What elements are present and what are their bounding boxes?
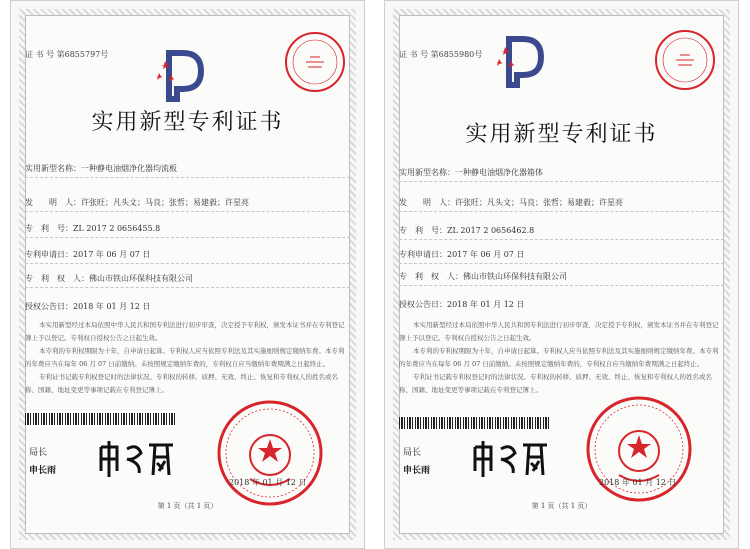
patent-number-label: 专 利 号： [399, 226, 447, 235]
utility-name-value: 一种静电油烟净化器箱体 [455, 168, 543, 177]
body-paragraph: 专利证书记载专利权登记时的法律状况。专利权的转移、质押、无效、终止、恢复和专利权人的姓名或名称、国籍、地址变更等事项记载在专利登记簿上。 [399, 373, 712, 394]
patent-number-value: ZL 2017 2 0656455.8 [73, 224, 161, 233]
grant-date-label: 授权公告日： [399, 300, 447, 309]
body-paragraph: 专利证书记载专利权登记时的法律状况。专利权的转移、质押、无效、终止、恢复和专利权人的姓名或名称、国籍、地址变更等事项记载在专利登记簿上。 [25, 373, 338, 394]
filing-date-value: 2017 年 06 月 07 日 [447, 250, 525, 259]
body-paragraph: 本实用新型经过本局依照中华人民共和国专利法进行初步审查，决定授予专利权，颁发本证书并在专利登记簿上予以登记。专利权自授权公告之日起生效。 [399, 321, 719, 342]
divider [399, 285, 724, 286]
utility-name-row [399, 167, 543, 178]
sipo-logo-icon [491, 29, 551, 89]
body-paragraph: 本实用新型经过本局依照中华人民共和国专利法进行初步审查，决定授予专利权，颁发本证书并在专利登记簿上予以登记。专利权自授权公告之日起生效。 [25, 321, 345, 342]
agency-stamp-icon [284, 31, 346, 93]
page-footer: 第 1 页（共 1 页） [531, 502, 592, 510]
certificate-body-text [399, 319, 724, 397]
owner-label: 专 利 权 人： [399, 272, 463, 281]
filing-date-label: 专利申请日： [25, 250, 73, 259]
director-title: 局长 [403, 448, 422, 458]
owner-row [399, 271, 567, 282]
divider [25, 177, 350, 178]
owner-value: 佛山市铁山环保科技有限公司 [463, 272, 567, 281]
inventor-label: 发 明 人： [25, 198, 81, 207]
owner-value: 佛山市铁山环保科技有限公司 [89, 274, 193, 283]
inventor-row [25, 197, 249, 208]
seal-date: 2018 年 01 月 12 日 [599, 478, 677, 487]
divider [25, 263, 350, 264]
inventor-row [399, 197, 623, 208]
seal-date: 2018 年 01 月 12 日 [229, 478, 307, 487]
barcode [399, 417, 549, 429]
owner-label: 专 利 权 人： [25, 274, 89, 283]
divider [25, 211, 350, 212]
patent-certificate-1 [10, 0, 365, 549]
inventor-label: 发 明 人： [399, 198, 455, 207]
page-footer: 第 1 页（共 1 页） [157, 502, 218, 510]
barcode [25, 413, 175, 425]
divider [399, 263, 724, 264]
filing-date-row [399, 249, 524, 260]
divider [25, 287, 350, 288]
grant-date-value: 2018 年 01 月 12 日 [73, 302, 151, 311]
utility-name-label: 实用新型名称： [399, 168, 455, 177]
signature-icon [97, 439, 177, 479]
inventor-value: 许张旺；凡头文；马良；张哲；易建毅；许星亮 [455, 198, 623, 207]
certificate-body-text [25, 319, 350, 397]
filing-date-value: 2017 年 06 月 07 日 [73, 250, 151, 259]
grant-date-row [399, 299, 524, 310]
certificate-title: 实用新型专利证书 [465, 122, 658, 147]
owner-row [25, 273, 193, 284]
certificate-number: 证 书 号 第6855797号 [25, 50, 109, 59]
sipo-logo-icon [151, 43, 211, 103]
utility-name-label: 实用新型名称： [25, 164, 81, 173]
director-name: 申长雨 [29, 466, 57, 476]
signature-icon [471, 439, 551, 479]
utility-name-row [25, 163, 177, 174]
patent-number-value: ZL 2017 2 0656462.8 [447, 226, 535, 235]
divider [25, 237, 350, 238]
patent-certificate-2 [384, 0, 739, 549]
patent-number-row [399, 225, 534, 236]
inventor-value: 许张旺；凡头文；马良；张哲；易建毅；许星亮 [81, 198, 249, 207]
divider [399, 239, 724, 240]
agency-stamp-icon [654, 29, 716, 91]
grant-date-label: 授权公告日： [25, 302, 73, 311]
grant-date-row [25, 301, 150, 312]
grant-date-value: 2018 年 01 月 12 日 [447, 300, 525, 309]
utility-name-value: 一种静电油烟净化器均流板 [81, 164, 177, 173]
certificate-title: 实用新型专利证书 [91, 110, 284, 135]
certificate-number: 证 书 号 第6855980号 [399, 50, 483, 59]
director-name: 申长雨 [403, 466, 431, 476]
director-title: 局长 [29, 448, 48, 458]
filing-date-row [25, 249, 150, 260]
patent-number-label: 专 利 号： [25, 224, 73, 233]
body-paragraph: 本专利的专利权期限为十年，自申请日起算。专利权人应当依照专利法及其实施细则规定缴纳年费。本专利的年费应当在每年 06 月 07 日前缴纳。未按照规定缴纳年费的，专利权自应当缴纳年费期满之日起终止。 [25, 347, 345, 368]
divider [399, 211, 724, 212]
body-paragraph: 本专利的专利权期限为十年，自申请日起算。专利权人应当依照专利法及其实施细则规定缴纳年费。本专利的年费应当在每年 06 月 07 日前缴纳。未按照规定缴纳年费的，专利权自应当缴纳年费期满之日起终止。 [399, 347, 719, 368]
divider [399, 181, 724, 182]
national-seal-icon [216, 399, 324, 507]
filing-date-label: 专利申请日： [399, 250, 447, 259]
patent-number-row [25, 223, 160, 234]
